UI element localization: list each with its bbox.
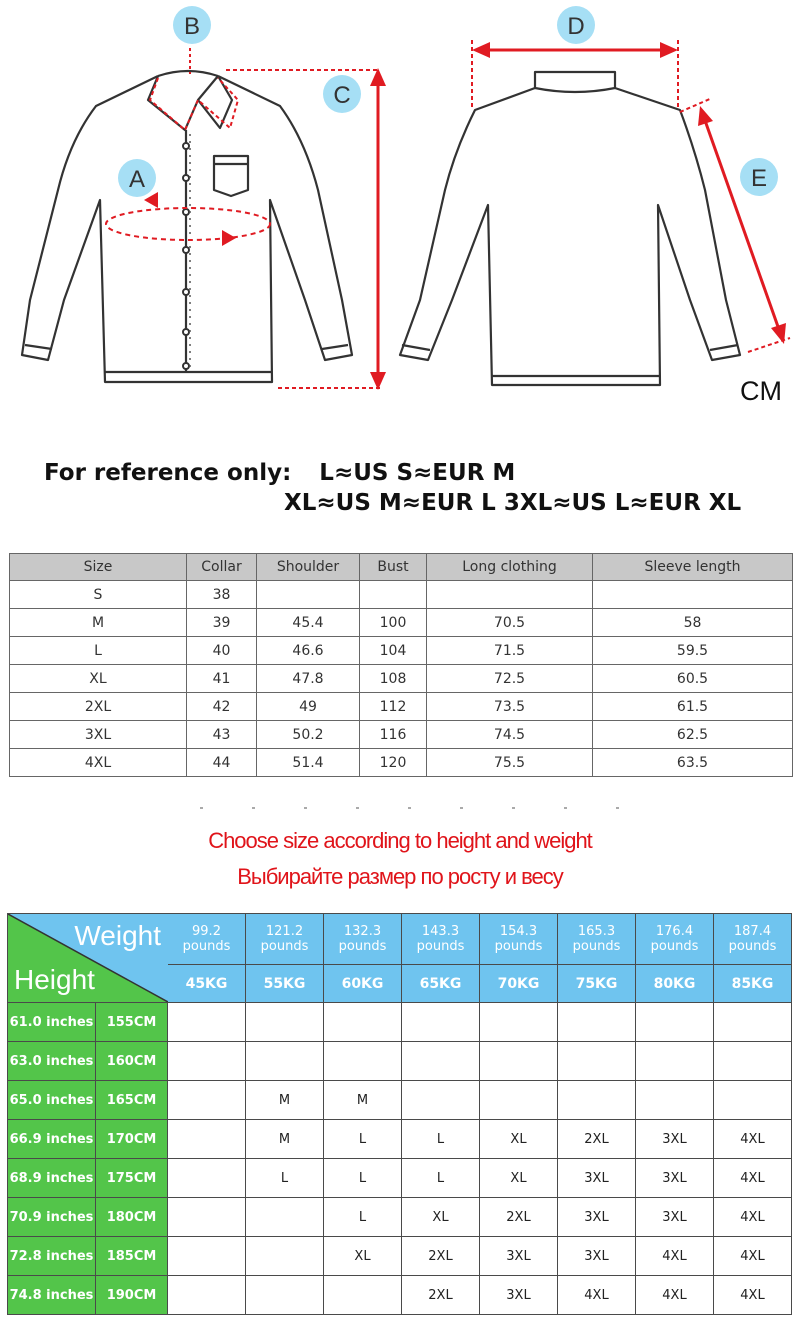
recommended-size-cell: [402, 1003, 480, 1042]
badge-e: [740, 158, 778, 196]
recommended-size-cell: L: [402, 1120, 480, 1159]
reference-conversion-2: XL≈US M≈EUR L 3XL≈US L≈EUR XL: [284, 490, 742, 516]
weight-pounds-header: [558, 914, 636, 965]
height-row: [8, 1003, 792, 1042]
size-chart-row: [10, 721, 793, 749]
size-chart-cell: 49: [257, 693, 360, 721]
height-row: [8, 1198, 792, 1237]
height-cm-label: 190CM: [96, 1276, 168, 1315]
recommended-size-cell: [636, 1003, 714, 1042]
size-chart-cell: 108: [360, 665, 427, 693]
height-cm-label: 155CM: [96, 1003, 168, 1042]
svg-text:B: B: [183, 13, 201, 40]
recommended-size-cell: XL: [324, 1237, 402, 1276]
corner-height-label: Height: [14, 964, 95, 995]
recommended-size-cell: [324, 1003, 402, 1042]
height-inches-label: 63.0 inches: [8, 1042, 96, 1081]
height-inches-label: 72.8 inches: [8, 1237, 96, 1276]
weight-kg-header: 70KG: [480, 965, 558, 1003]
size-chart-cell: 116: [360, 721, 427, 749]
badge-c: [323, 75, 361, 113]
weight-pounds-header: [480, 914, 558, 965]
size-chart-cell: S: [10, 581, 187, 609]
recommended-size-cell: L: [324, 1120, 402, 1159]
guide-title-ru: Выбирайте размер по росту и весу: [237, 864, 563, 889]
weight-kg-header: 65KG: [402, 965, 480, 1003]
size-chart-cell: 59.5: [593, 637, 793, 665]
recommended-size-cell: [402, 1081, 480, 1120]
height-weight-body: [8, 1003, 792, 1315]
weight-pounds-value: 99.2: [192, 924, 221, 939]
weight-pounds-unit: pounds: [650, 939, 699, 954]
recommended-size-cell: [168, 1081, 246, 1120]
size-chart-cell: 61.5: [593, 693, 793, 721]
size-chart-cell: [257, 581, 360, 609]
recommended-size-cell: L: [324, 1159, 402, 1198]
size-chart-cell: 40: [187, 637, 257, 665]
size-chart-cell: 73.5: [427, 693, 593, 721]
size-chart-cell: XL: [10, 665, 187, 693]
recommended-size-cell: 3XL: [636, 1198, 714, 1237]
weight-pounds-value: 143.3: [421, 924, 460, 939]
recommended-size-cell: [558, 1081, 636, 1120]
header-sleeve-length: Sleeve length: [593, 554, 793, 581]
weight-kg-header: 60KG: [324, 965, 402, 1003]
size-chart-cell: 38: [187, 581, 257, 609]
recommended-size-cell: [168, 1003, 246, 1042]
height-inches-label: 66.9 inches: [8, 1120, 96, 1159]
height-cm-label: 170CM: [96, 1120, 168, 1159]
size-chart-cell: 120: [360, 749, 427, 777]
height-row: [8, 1120, 792, 1159]
recommended-size-cell: 2XL: [402, 1276, 480, 1315]
recommended-size-cell: 4XL: [714, 1237, 792, 1276]
recommended-size-cell: [168, 1198, 246, 1237]
weight-pounds-header: [636, 914, 714, 965]
size-chart-header: [10, 554, 793, 581]
height-inches-label: 68.9 inches: [8, 1159, 96, 1198]
recommended-size-cell: 3XL: [636, 1120, 714, 1159]
pocket: [214, 156, 248, 196]
weight-kg-header: 80KG: [636, 965, 714, 1003]
size-chart-cell: 43: [187, 721, 257, 749]
size-chart-cell: 47.8: [257, 665, 360, 693]
size-chart-row: [10, 749, 793, 777]
size-chart-cell: 41: [187, 665, 257, 693]
recommended-size-cell: 3XL: [480, 1237, 558, 1276]
recommended-size-cell: [714, 1081, 792, 1120]
weight-pounds-unit: pounds: [416, 939, 465, 954]
recommended-size-cell: [714, 1003, 792, 1042]
size-chart-cell: 45.4: [257, 609, 360, 637]
height-row: [8, 1237, 792, 1276]
size-chart-row: [10, 609, 793, 637]
height-cm-label: 165CM: [96, 1081, 168, 1120]
recommended-size-cell: [324, 1276, 402, 1315]
size-chart-cell: 62.5: [593, 721, 793, 749]
recommended-size-cell: XL: [480, 1159, 558, 1198]
recommended-size-cell: [246, 1042, 324, 1081]
weight-pounds-header: [402, 914, 480, 965]
recommended-size-cell: [168, 1042, 246, 1081]
size-chart-cell: 4XL: [10, 749, 187, 777]
unit-label: CM: [740, 376, 782, 406]
size-chart-cell: 58: [593, 609, 793, 637]
weight-pounds-unit: pounds: [494, 939, 543, 954]
recommended-size-cell: 2XL: [402, 1237, 480, 1276]
weight-pounds-header: [714, 914, 792, 965]
recommended-size-cell: [168, 1237, 246, 1276]
size-chart-body: [10, 581, 793, 777]
recommended-size-cell: [246, 1237, 324, 1276]
size-chart-cell: 51.4: [257, 749, 360, 777]
recommended-size-cell: 3XL: [558, 1159, 636, 1198]
recommended-size-cell: [480, 1003, 558, 1042]
recommended-size-cell: L: [402, 1159, 480, 1198]
height-cm-label: 160CM: [96, 1042, 168, 1081]
size-chart-table: [9, 553, 793, 777]
reference-conversion-1: L≈US S≈EUR M: [319, 460, 516, 486]
weight-pounds-row: [8, 914, 792, 965]
height-row: [8, 1081, 792, 1120]
reference-line-1: [44, 460, 515, 486]
recommended-size-cell: [246, 1003, 324, 1042]
header-collar: Collar: [187, 554, 257, 581]
recommended-size-cell: [246, 1198, 324, 1237]
recommended-size-cell: 4XL: [714, 1276, 792, 1315]
weight-pounds-value: 154.3: [499, 924, 538, 939]
weight-pounds-unit: pounds: [572, 939, 621, 954]
weight-pounds-value: 187.4: [733, 924, 772, 939]
height-weight-table: [7, 913, 792, 1315]
height-row: [8, 1159, 792, 1198]
back-collar: [535, 72, 615, 92]
size-chart-cell: 63.5: [593, 749, 793, 777]
height-cm-label: 180CM: [96, 1198, 168, 1237]
size-chart-cell: 39: [187, 609, 257, 637]
weight-pounds-value: 176.4: [655, 924, 694, 939]
svg-text:A: A: [128, 166, 146, 193]
recommended-size-cell: 3XL: [558, 1237, 636, 1276]
size-chart-cell: 100: [360, 609, 427, 637]
weight-pounds-value: 132.3: [343, 924, 382, 939]
size-chart-cell: 104: [360, 637, 427, 665]
divider-dots: [200, 807, 620, 811]
size-chart-cell: 72.5: [427, 665, 593, 693]
size-chart-cell: 46.6: [257, 637, 360, 665]
size-chart-cell: 2XL: [10, 693, 187, 721]
height-cm-label: 175CM: [96, 1159, 168, 1198]
weight-kg-header: 55KG: [246, 965, 324, 1003]
size-chart-cell: 74.5: [427, 721, 593, 749]
header-size: Size: [10, 554, 187, 581]
size-chart-cell: 60.5: [593, 665, 793, 693]
recommended-size-cell: M: [324, 1081, 402, 1120]
size-chart-cell: 44: [187, 749, 257, 777]
shirt-measurement-diagram: [0, 0, 800, 420]
recommended-size-cell: XL: [480, 1120, 558, 1159]
header-bust: Bust: [360, 554, 427, 581]
weight-pounds-unit: pounds: [338, 939, 387, 954]
svg-text:E: E: [750, 165, 768, 192]
height-inches-label: 70.9 inches: [8, 1198, 96, 1237]
recommended-size-cell: 4XL: [636, 1276, 714, 1315]
svg-text:D: D: [567, 13, 585, 40]
size-chart-cell: 50.2: [257, 721, 360, 749]
recommended-size-cell: 4XL: [636, 1237, 714, 1276]
recommended-size-cell: [168, 1276, 246, 1315]
table-corner: [8, 914, 168, 1003]
recommended-size-cell: [558, 1003, 636, 1042]
recommended-size-cell: XL: [402, 1198, 480, 1237]
size-chart-row: [10, 693, 793, 721]
recommended-size-cell: 4XL: [714, 1159, 792, 1198]
back-shirt-outline: [400, 88, 740, 385]
weight-pounds-value: 121.2: [265, 924, 304, 939]
header-shoulder: Shoulder: [257, 554, 360, 581]
recommended-size-cell: 4XL: [714, 1198, 792, 1237]
recommended-size-cell: 2XL: [480, 1198, 558, 1237]
recommended-size-cell: L: [324, 1198, 402, 1237]
height-cm-label: 185CM: [96, 1237, 168, 1276]
recommended-size-cell: [636, 1042, 714, 1081]
svg-text:C: C: [333, 82, 351, 109]
weight-pounds-value: 165.3: [577, 924, 616, 939]
corner-weight-label: Weight: [74, 920, 161, 951]
guide-title-en: Choose size according to height and weight: [208, 828, 592, 853]
size-chart-row: [10, 665, 793, 693]
height-inches-label: 74.8 inches: [8, 1276, 96, 1315]
weight-kg-header: 45KG: [168, 965, 246, 1003]
recommended-size-cell: [480, 1042, 558, 1081]
weight-pounds-header: [168, 914, 246, 965]
weight-kg-header: 75KG: [558, 965, 636, 1003]
size-chart-cell: M: [10, 609, 187, 637]
recommended-size-cell: [324, 1042, 402, 1081]
recommended-size-cell: M: [246, 1081, 324, 1120]
sleeve-measure-line: [702, 112, 782, 338]
recommended-size-cell: [636, 1081, 714, 1120]
recommended-size-cell: [402, 1042, 480, 1081]
size-chart-cell: 70.5: [427, 609, 593, 637]
recommended-size-cell: 3XL: [636, 1159, 714, 1198]
front-collar: [148, 76, 218, 130]
header-long-clothing: Long clothing: [427, 554, 593, 581]
badge-a: [118, 159, 156, 197]
recommended-size-cell: [168, 1159, 246, 1198]
recommended-size-cell: L: [246, 1159, 324, 1198]
recommended-size-cell: [168, 1120, 246, 1159]
height-inches-label: 61.0 inches: [8, 1003, 96, 1042]
recommended-size-cell: [246, 1276, 324, 1315]
size-chart-cell: 3XL: [10, 721, 187, 749]
size-chart-cell: 71.5: [427, 637, 593, 665]
height-inches-label: 65.0 inches: [8, 1081, 96, 1120]
size-chart-cell: [427, 581, 593, 609]
size-chart-cell: 42: [187, 693, 257, 721]
recommended-size-cell: 3XL: [480, 1276, 558, 1315]
recommended-size-cell: 4XL: [714, 1120, 792, 1159]
reference-label: For reference only:: [44, 460, 292, 486]
weight-pounds-header: [324, 914, 402, 965]
size-chart-cell: [360, 581, 427, 609]
size-chart-cell: [593, 581, 793, 609]
recommended-size-cell: [714, 1042, 792, 1081]
recommended-size-cell: [480, 1081, 558, 1120]
weight-pounds-header: [246, 914, 324, 965]
recommended-size-cell: 3XL: [558, 1198, 636, 1237]
size-chart-cell: 75.5: [427, 749, 593, 777]
recommended-size-cell: [558, 1042, 636, 1081]
recommended-size-cell: M: [246, 1120, 324, 1159]
weight-pounds-unit: pounds: [182, 939, 231, 954]
size-chart-cell: L: [10, 637, 187, 665]
weight-kg-header: 85KG: [714, 965, 792, 1003]
height-row: [8, 1276, 792, 1315]
size-chart-row: [10, 581, 793, 609]
size-chart-row: [10, 637, 793, 665]
weight-pounds-unit: pounds: [260, 939, 309, 954]
size-chart-cell: 112: [360, 693, 427, 721]
badge-d: [557, 6, 595, 44]
recommended-size-cell: 2XL: [558, 1120, 636, 1159]
badge-b: [173, 6, 211, 44]
height-row: [8, 1042, 792, 1081]
weight-pounds-unit: pounds: [728, 939, 777, 954]
recommended-size-cell: 4XL: [558, 1276, 636, 1315]
